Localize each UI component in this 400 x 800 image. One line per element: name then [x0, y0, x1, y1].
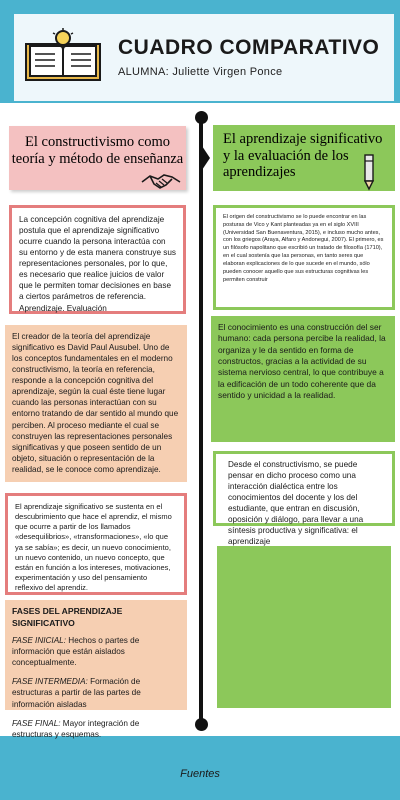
- left-box-3: [5, 493, 187, 595]
- timeline-arrow-icon: [200, 146, 212, 170]
- handshake-icon: [140, 170, 182, 192]
- right-box-1: [213, 205, 395, 310]
- fase-intermedia-name: FASE INTERMEDIA:: [12, 677, 88, 687]
- right-box-2: [211, 316, 395, 442]
- fase-intermedia-text: Formación de estructuras a partir de las partes de información aisladas: [12, 677, 141, 709]
- left-box-2-text: El creador de la teoría del aprendizaje significativo es David Paul Ausubel. Uno de los conceptos fundamentales en el moderno constructivismo, la teoría en referencia, responde a la concepción cognitiva del aprendizaje, según la cual éste tiene lugar cuando las personas interactúan con su entorno tratando de dar sentido al mundo que perciben. Al proceso mediante el cual se construyen las representaciones personales significativas y que poseen sentido de un objeto, situación o representación de la realidad, se le conoce como aprendizaje.: [12, 332, 179, 474]
- timeline-line: [199, 117, 203, 725]
- fase-final-name: FASE FINAL:: [12, 718, 61, 728]
- right-box-3-text: Desde el constructivismo, se puede pensar en dicho proceso como una interacción dialéctica entre los conocimientos del docente y los del estudiante, que entran en discusión, oposición y diálogo, para llevar a una síntesis productiva y significativa: el aprendizaje: [228, 460, 364, 547]
- pencil-icon: [362, 153, 376, 191]
- left-box-2: [5, 325, 187, 482]
- sources-label: Fuentes: [180, 768, 220, 780]
- right-box-2-text: El conocimiento es una construcción del ser humano: cada persona percibe la realidad, la organiza y le da sentido en forma de constructos, gracias a la actividad de su sistema nervioso central, lo que contribuye a la edificación de un todo coherente que da sentido y unicidad a la realidad.: [218, 322, 386, 401]
- fase-item: [12, 676, 180, 709]
- fase-final-text: Mayor integración de estructuras y esquemas.: [12, 718, 140, 739]
- fase-item: [12, 635, 180, 668]
- right-heading-text: El aprendizaje significativo y la evaluación de los aprendizajes: [223, 131, 383, 181]
- student-name: ALUMNA: Juliette Virgen Ponce: [118, 66, 283, 78]
- fases-panel: [5, 600, 187, 739]
- fase-inicial-text: Hechos o partes de información que están aislados conceptualmente.: [12, 636, 140, 668]
- fase-inicial-name: FASE INICIAL:: [12, 636, 66, 646]
- fase-item: [12, 718, 180, 740]
- right-empty-panel: [217, 546, 391, 708]
- left-box-1-text: La concepción cognitiva del aprendizaje postula que el aprendizaje significativo ocurre cuando la persona interactúa con su entorno y de esta manera construye sus representaciones personales, por lo que, es necesario que realice juicios de valor que le permiten tomar decisiones en base a ciertos parámetros de referencia. Aprendizaje. Evaluación: [19, 215, 177, 313]
- page-title: CUADRO COMPARATIVO: [118, 36, 380, 59]
- left-box-3-text: El aprendizaje significativo se sustenta en el descubrimiento que hace el aprendiz, el mismo que ocurre a partir de los llamados «desequilibrios», «transformaciones», «lo que ya se sabía»; es decir, un nuevo conocimiento, un nuevo contenido, un nuevo concepto, que están en función a los intereses, motivaciones, experimentación y uso del pensamiento reflexivo del aprendiz.: [15, 502, 172, 592]
- fases-title: FASES DEL APRENDIZAJE SIGNIFICATIVO: [12, 606, 123, 628]
- right-box-1-text: El origen del constructivismo se lo puede encontrar en las posturas de Vico y Kant planteadas ya en el siglo XVIII (Universidad San Buenaventura, 2015), e incluso mucho antes, con los griegos (Araya, Alfaro y Andonegui, 2007). El primero, es un filósofo napolitano que escribió un tratado de filosofía (1710), en el cual sostenía que las personas, en tanto seres que elaboran explicaciones de lo que sucede en el mundo, sólo pueden conocer aquello que sus estructuras cognitivas les permiten construir: [223, 214, 384, 283]
- timeline-end-dot: [195, 718, 208, 731]
- right-box-3: [213, 451, 395, 547]
- left-box-1: [9, 205, 186, 314]
- left-heading-text: El constructivismo como teoría y método de enseñanza: [11, 134, 184, 167]
- timeline-start-dot: [195, 111, 208, 124]
- open-book-lightbulb-icon: [22, 28, 104, 84]
